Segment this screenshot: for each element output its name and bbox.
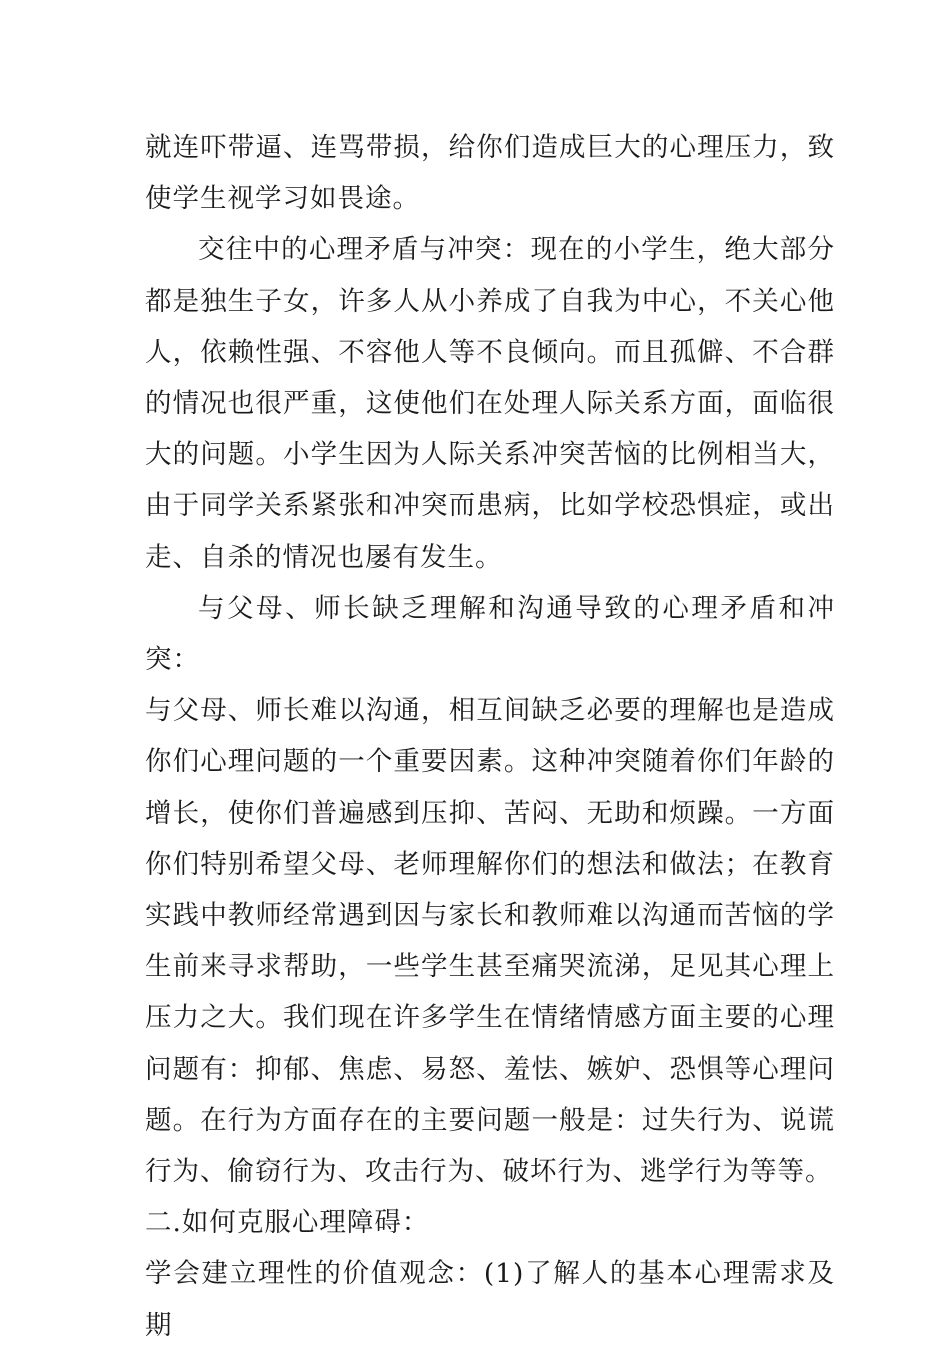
- document-body: [145, 122, 835, 1351]
- paragraph-interpersonal-conflict: 交往中的心理矛盾与冲突：现在的小学生，绝大部分都是独生子女，许多人从小养成了自我为中心，不关心他人，依赖性强、不容他人等不良倾向。而且孤僻、不合群的情况也很严重，这使他们在处理人际关系方面，面临很大的问题。小学生因为人际关系冲突苦恼的比例相当大，由于同学关系紧张和冲突而患病，比如学校恐惧症，或出走、自杀的情况也屡有发生。: [145, 234, 835, 573]
- paragraph-continuation: 就连吓带逼、连骂带损，给你们造成巨大的心理压力，致使学生视学习如畏途。: [145, 132, 835, 215]
- paragraph-parent-teacher-body: 与父母、师长难以沟通，相互间缺乏必要的理解也是造成你们心理问题的一个重要因素。这种冲突随着你们年龄的增长，使你们普遍感到压抑、苦闷、无助和烦躁。一方面你们特别希望父母、老师理解你们的想法和做法；在教育实践中教师经常遇到因与家长和教师难以沟通而苦恼的学生前来寻求帮助，一些学生甚至痛哭流涕，足见其心理上压力之大。我们现在许多学生在情绪情感方面主要的心理问题有：抑郁、焦虑、易怒、羞怯、嫉妒、恐惧等心理问题。在行为方面存在的主要问题一般是：过失行为、说谎行为、偷窃行为、攻击行为、破坏行为、逃学行为等等。: [145, 695, 835, 1188]
- paragraph-rational-values: 学会建立理性的价值观念：(1)了解人的基本心理需求及期: [145, 1258, 835, 1341]
- paragraph-parent-teacher-heading: 与父母、师长缺乏理解和沟通导致的心理矛盾和冲突：: [145, 592, 835, 676]
- section-heading-overcome: 二.如何克服心理障碍：: [145, 1207, 430, 1239]
